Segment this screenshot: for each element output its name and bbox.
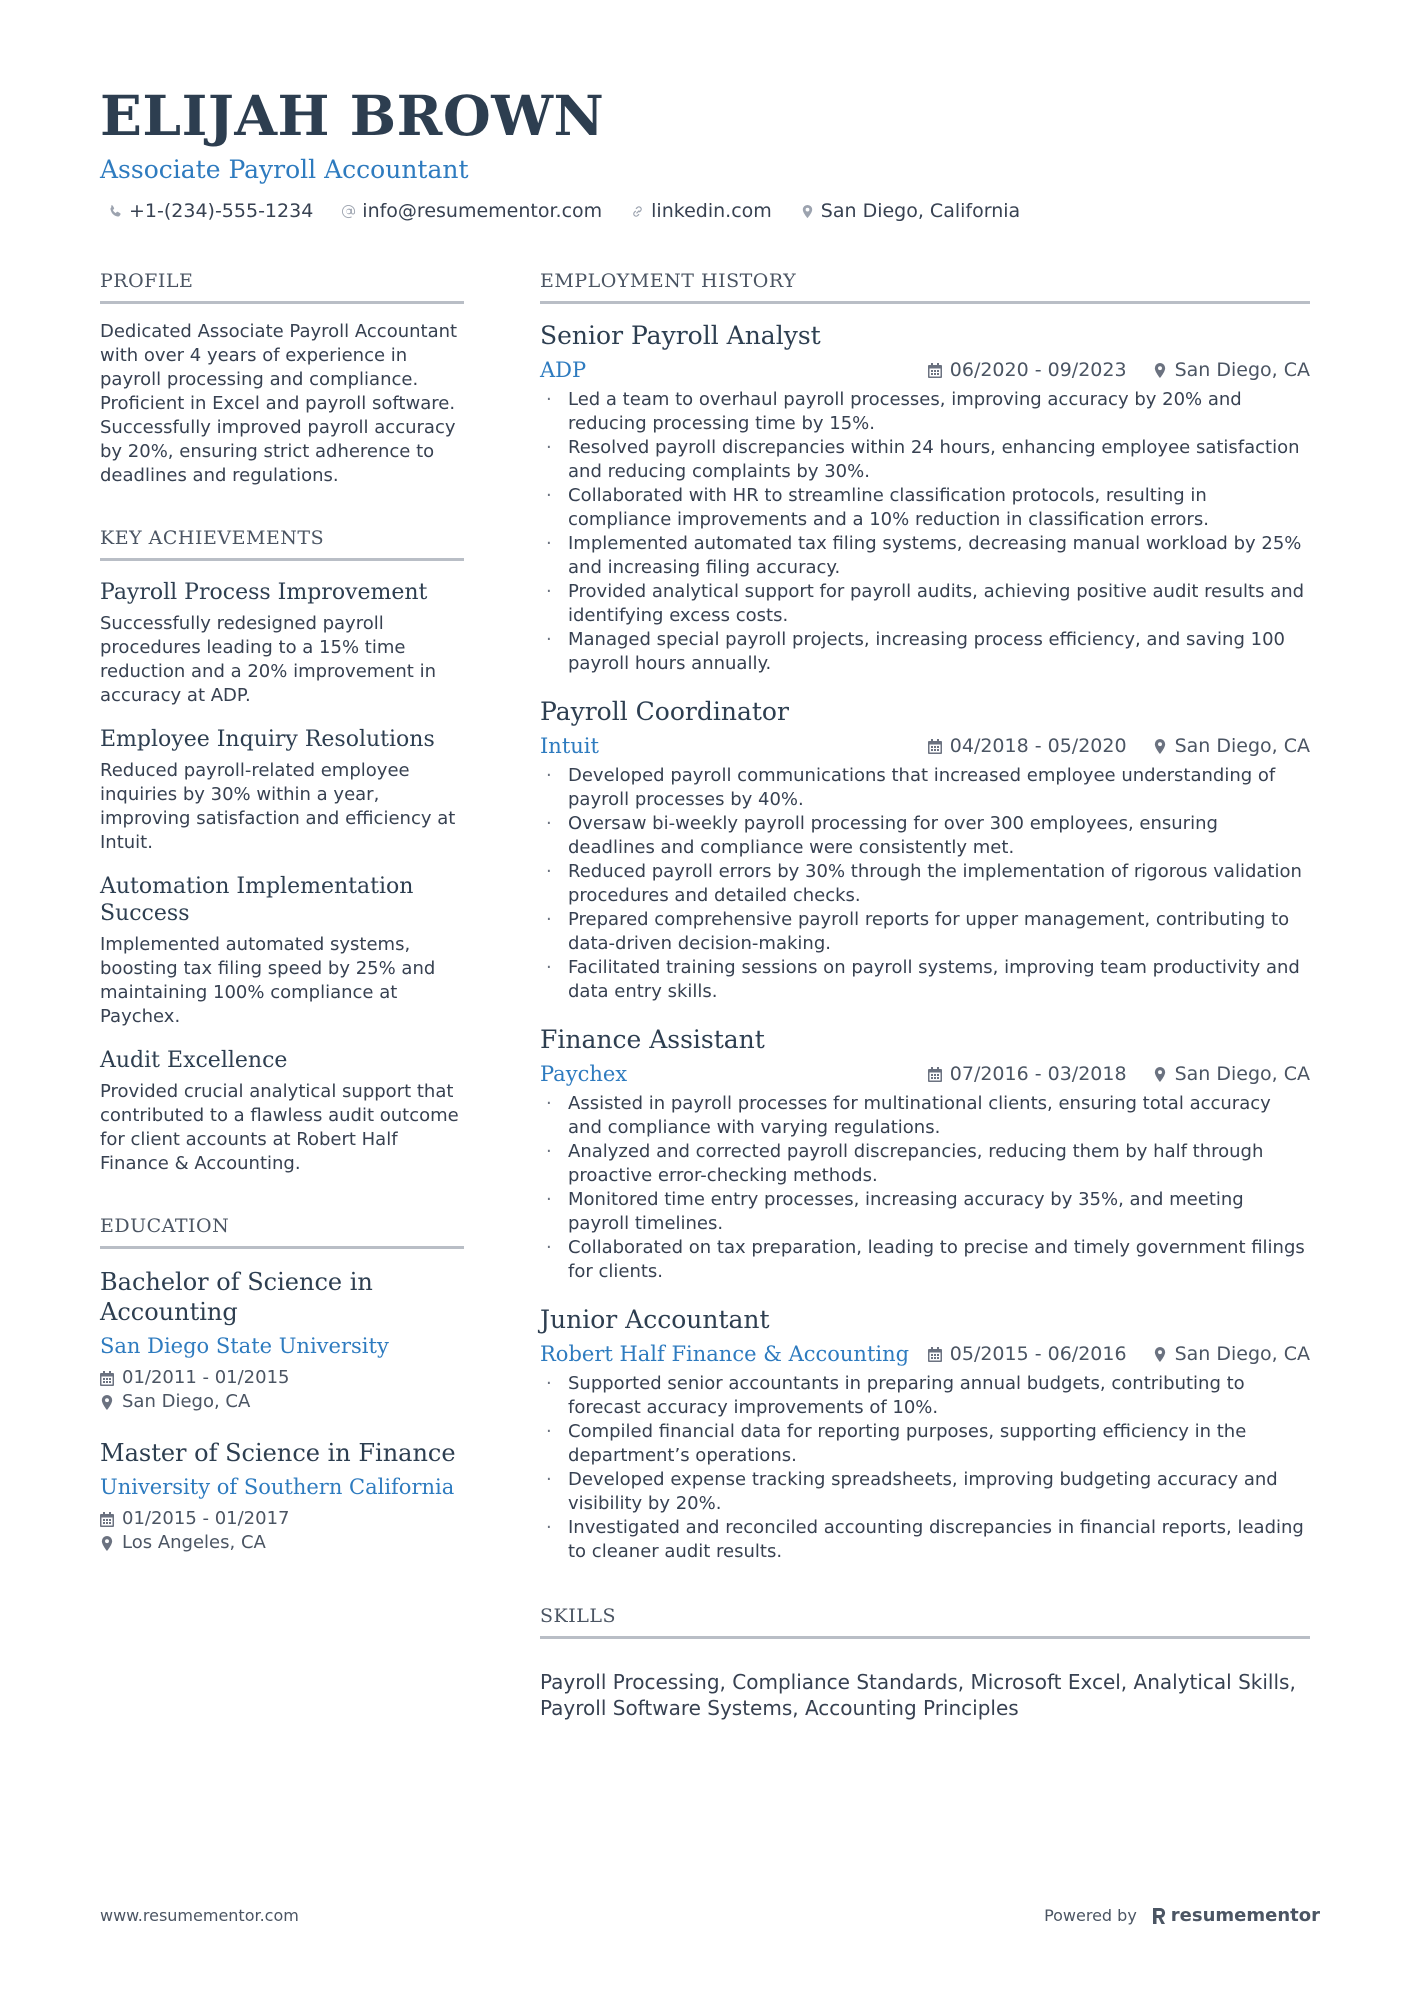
company-name: Robert Half Finance & Accounting	[540, 1342, 910, 1366]
job-title: Finance Assistant	[540, 1025, 765, 1054]
employment-section	[540, 267, 1310, 1564]
calendar-icon	[928, 363, 942, 378]
calendar-icon	[100, 1371, 114, 1386]
job-meta	[928, 1343, 1310, 1365]
company-name: Paychex	[540, 1062, 628, 1086]
page-footer	[100, 1905, 1320, 1926]
education-location	[100, 1390, 464, 1414]
job-location	[1153, 735, 1310, 757]
school: University of Southern California	[100, 1475, 455, 1499]
employment-heading: EMPLOYMENT HISTORY	[540, 267, 1310, 304]
bullet-item: · Analyzed and corrected payroll discrepancies, reducing them by half through proactive error-checking methods.	[540, 1140, 1310, 1188]
brand-name: resumementor	[1170, 1905, 1320, 1926]
bullet-item: · Developed payroll communications that increased employee understanding of payroll processes by 40%.	[540, 764, 1310, 812]
location-text: San Diego, CA	[122, 1391, 251, 1412]
bullet-item: · Implemented automated tax filing systems, decreasing manual workload by 25% and increasing filing accuracy.	[540, 532, 1310, 580]
calendar-icon	[928, 739, 942, 754]
bullet-item: · Resolved payroll discrepancies within 24 hours, enhancing employee satisfaction and reducing complaints by 30%.	[540, 436, 1310, 484]
education-section	[100, 1212, 464, 1555]
bullet-item: · Collaborated on tax preparation, leading to precise and timely government filings for clients.	[540, 1236, 1310, 1284]
bullet-item: · Compiled financial data for reporting purposes, supporting efficiency in the department’s operations.	[540, 1420, 1310, 1468]
phone-text: +1-(234)-555-1234	[129, 200, 314, 222]
bullet-item: · Assisted in payroll processes for multinational clients, ensuring total accuracy and compliance with varying regulations.	[540, 1092, 1310, 1140]
bullet-item: · Monitored time entry processes, increasing accuracy by 35%, and meeting payroll timelines.	[540, 1188, 1310, 1236]
achievement-item	[100, 726, 464, 855]
company-name: Intuit	[540, 734, 599, 758]
location-pin-icon	[800, 204, 815, 219]
company-name: ADP	[540, 358, 587, 382]
location-pin-icon	[1153, 1067, 1167, 1082]
calendar-icon	[928, 1347, 942, 1362]
dates-text: 01/2011 - 01/2015	[122, 1367, 290, 1388]
bullet-item: · Managed special payroll projects, increasing process efficiency, and saving 100 payroll hours annually.	[540, 628, 1310, 676]
location-text: San Diego, CA	[1174, 1343, 1310, 1365]
job-meta	[928, 359, 1310, 381]
linkedin-text: linkedin.com	[651, 200, 772, 222]
skills-section	[540, 1602, 1310, 1721]
location-pin-icon	[1153, 1347, 1167, 1362]
phone-icon	[108, 204, 123, 219]
education-item	[100, 1267, 464, 1414]
dates-text: 06/2020 - 09/2023	[949, 359, 1127, 381]
achievement-text: Provided crucial analytical support that contributed to a flawless audit outcome for client accounts at Robert Half Finance & Accounting.	[100, 1081, 459, 1174]
link-icon	[630, 204, 645, 219]
email-text: info@resumementor.com	[362, 200, 603, 222]
achievements-heading: KEY ACHIEVEMENTS	[100, 524, 464, 561]
location-text: Los Angeles, CA	[122, 1532, 266, 1553]
achievement-text: Implemented automated systems, boosting tax filing speed by 25% and maintaining 100% compliance at Paychex.	[100, 934, 436, 1027]
bullet-item: · Reduced payroll errors by 30% through the implementation of rigorous validation procedures and detailed checks.	[540, 860, 1310, 908]
contact-phone[interactable]	[108, 200, 313, 222]
bullet-item: · Investigated and reconciled accounting discrepancies in financial reports, leading to cleaner audit results.	[540, 1516, 1310, 1564]
job-entry	[540, 1304, 1310, 1564]
education-dates	[100, 1507, 464, 1531]
location-text: San Diego, CA	[1174, 359, 1310, 381]
bullet-item: · Prepared comprehensive payroll reports for upper management, contributing to data-driven decision-making.	[540, 908, 1310, 956]
education-item	[100, 1438, 464, 1555]
bullet-item: · Facilitated training sessions on payroll systems, improving team productivity and data entry skills.	[540, 956, 1310, 1004]
contact-email[interactable]	[341, 200, 602, 222]
job-location	[1153, 1063, 1310, 1085]
dates-text: 07/2016 - 03/2018	[949, 1063, 1127, 1085]
education-location	[100, 1531, 464, 1555]
job-dates	[928, 1063, 1127, 1085]
job-dates	[928, 735, 1127, 757]
location-text: San Diego, CA	[1174, 1063, 1310, 1085]
job-header-row	[540, 732, 1310, 760]
job-title: Junior Accountant	[540, 1305, 770, 1334]
job-meta	[928, 735, 1310, 757]
job-entry	[540, 320, 1310, 676]
job-header-row	[540, 1340, 1310, 1368]
job-bullets	[540, 764, 1310, 1004]
skills-text: Payroll Processing, Compliance Standards, Microsoft Excel, Analytical Skills, Payroll Software Systems, Accounting Principles	[540, 1670, 1296, 1720]
achievement-text: Successfully redesigned payroll procedures leading to a 15% time reduction and a 20% improvement in accuracy at ADP.	[100, 613, 436, 706]
powered-by-label: Powered by	[1044, 1906, 1137, 1925]
location-pin-icon	[1153, 363, 1167, 378]
achievement-text: Reduced payroll-related employee inquiries by 30% within a year, improving satisfaction and efficiency at Intuit.	[100, 760, 456, 853]
footer-website-link[interactable]: www.resumementor.com	[100, 1906, 299, 1925]
education-heading: EDUCATION	[100, 1212, 464, 1249]
job-entry	[540, 696, 1310, 1004]
job-meta	[928, 1063, 1310, 1085]
calendar-icon	[100, 1512, 114, 1527]
location-text: San Diego, CA	[1174, 735, 1310, 757]
job-header-row	[540, 1060, 1310, 1088]
job-dates	[928, 1343, 1127, 1365]
at-icon	[341, 204, 356, 219]
degree: Bachelor of Science in Accounting	[100, 1268, 373, 1326]
dates-text: 01/2015 - 01/2017	[122, 1508, 290, 1529]
left-column	[100, 267, 464, 1555]
location-pin-icon	[100, 1395, 114, 1410]
education-dates	[100, 1366, 464, 1390]
skills-heading: SKILLS	[540, 1602, 1310, 1639]
school: San Diego State University	[100, 1334, 389, 1358]
right-column	[540, 267, 1310, 1721]
achievement-item	[100, 1047, 464, 1176]
job-bullets	[540, 1092, 1310, 1284]
candidate-name: ELIJAH BROWN	[100, 83, 605, 148]
job-bullets	[540, 1372, 1310, 1564]
location-pin-icon	[1153, 739, 1167, 754]
job-dates	[928, 359, 1127, 381]
job-location	[1153, 359, 1310, 381]
achievement-title: Payroll Process Improvement	[100, 580, 428, 605]
bullet-item: · Oversaw bi-weekly payroll processing for over 300 employees, ensuring deadlines and compliance were consistently met.	[540, 812, 1310, 860]
contact-location	[800, 200, 1020, 222]
achievement-title: Audit Excellence	[100, 1048, 288, 1073]
job-title: Payroll Coordinator	[540, 697, 789, 726]
contact-linkedin[interactable]	[630, 200, 772, 222]
achievement-title: Automation Implementation Success	[100, 874, 414, 926]
achievements-section	[100, 524, 464, 1176]
bullet-item: · Provided analytical support for payroll audits, achieving positive audit results and identifying excess costs.	[540, 580, 1310, 628]
profile-heading: PROFILE	[100, 267, 464, 304]
bullet-item: · Supported senior accountants in preparing annual budgets, contributing to forecast accuracy improvements of 10%.	[540, 1372, 1310, 1420]
contact-bar	[100, 200, 1320, 222]
achievement-item	[100, 873, 464, 1029]
job-title: Senior Payroll Analyst	[540, 321, 821, 350]
bullet-item: · Collaborated with HR to streamline classification protocols, resulting in compliance improvements and a 10% reduction in classification errors.	[540, 484, 1310, 532]
profile-section	[100, 267, 464, 488]
profile-text: Dedicated Associate Payroll Accountant with over 4 years of experience in payroll processing and compliance. Proficient in Excel and payroll software. Successfully improved payroll accuracy by 20%, ensuring strict adherence to deadlines and regulations.	[100, 321, 458, 486]
dates-text: 05/2015 - 06/2016	[949, 1343, 1127, 1365]
job-header-row	[540, 356, 1310, 384]
calendar-icon	[928, 1067, 942, 1082]
location-text: San Diego, California	[820, 200, 1021, 222]
brand-logo[interactable]	[1151, 1905, 1320, 1926]
candidate-role: Associate Payroll Accountant	[100, 155, 469, 184]
job-location	[1153, 1343, 1310, 1365]
resumementor-logo-icon	[1151, 1907, 1167, 1925]
job-entry	[540, 1024, 1310, 1284]
achievement-title: Employee Inquiry Resolutions	[100, 727, 435, 752]
bullet-item: · Developed expense tracking spreadsheets, improving budgeting accuracy and visibility by 20%.	[540, 1468, 1310, 1516]
job-bullets	[540, 388, 1310, 676]
resume-header	[100, 84, 1320, 222]
powered-by	[1044, 1905, 1320, 1926]
location-pin-icon	[100, 1536, 114, 1551]
bullet-item: · Led a team to overhaul payroll processes, improving accuracy by 20% and reducing processing time by 15%.	[540, 388, 1310, 436]
degree: Master of Science in Finance	[100, 1439, 456, 1467]
achievement-item	[100, 579, 464, 708]
dates-text: 04/2018 - 05/2020	[949, 735, 1127, 757]
